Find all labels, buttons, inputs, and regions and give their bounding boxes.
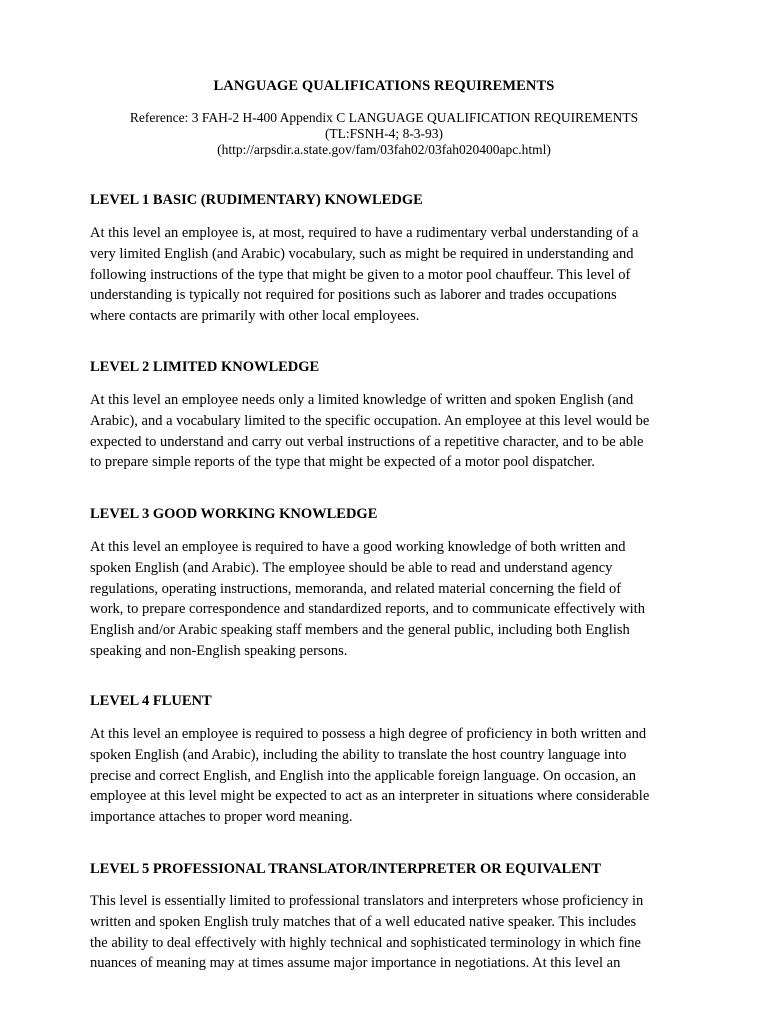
paragraph-line: to prepare simple reports of the type that might be expected of a motor pool dispatcher. xyxy=(90,454,595,471)
reference-block xyxy=(0,110,768,158)
section-heading-level-4: LEVEL 4 FLUENT xyxy=(90,693,212,709)
paragraph-line: work, to prepare correspondence and standardized reports, and to communicate effectively with xyxy=(90,601,645,618)
paragraph-line: spoken English (and Arabic), including the ability to translate the host country language into xyxy=(90,746,627,763)
section-paragraph-level-3 xyxy=(90,537,690,662)
section-paragraph-level-2 xyxy=(90,390,690,473)
reference-line: Reference: 3 FAH-2 H-400 Appendix C LANGUAGE QUALIFICATION REQUIREMENTS xyxy=(129,110,639,125)
paragraph-line: English and/or Arabic speaking staff members and the general public, including both English xyxy=(90,622,630,639)
paragraph-line: nuances of meaning may at times assume major importance in negotiations. At this level an xyxy=(90,955,621,972)
paragraph-line: spoken English (and Arabic). The employee should be able to read and understand agency xyxy=(90,559,613,576)
paragraph-line: the ability to deal effectively with highly technical and sophisticated terminology in which fine xyxy=(90,934,641,951)
paragraph-line: following instructions of the type that might be given to a motor pool chauffeur. This level of xyxy=(90,266,631,283)
paragraph-line: understanding is typically not required for positions such as laborer and trades occupations xyxy=(90,287,617,304)
paragraph-line: very limited English (and Arabic) vocabulary, such as might be required in understanding and xyxy=(90,245,634,262)
paragraph-line: written and spoken English truly matches that of a well educated native speaker. This includes xyxy=(90,913,637,930)
section-heading-level-1: LEVEL 1 BASIC (RUDIMENTARY) KNOWLEDGE xyxy=(90,192,423,208)
paragraph-line: employee at this level might be expected to act as an interpreter in situations where considerable xyxy=(90,788,650,805)
paragraph-line: where contacts are primarily with other local employees. xyxy=(90,308,420,325)
paragraph-line: At this level an employee needs only a limited knowledge of written and spoken English (and xyxy=(90,392,634,408)
paragraph-line: expected to understand and carry out verbal instructions of a repetitive character, and to be able xyxy=(90,433,644,450)
section-heading-level-3: LEVEL 3 GOOD WORKING KNOWLEDGE xyxy=(90,506,378,522)
section-paragraph-level-4 xyxy=(90,724,690,828)
paragraph-line: precise and correct English, and English into the applicable foreign language. On occasion, an xyxy=(90,767,636,784)
reference-line: (TL:FSNH-4; 8-3-93) xyxy=(324,126,444,141)
section-paragraph-level-1 xyxy=(90,223,690,327)
reference-url: (http://arpsdir.a.state.gov/fam/03fah02/03fah020400apc.html) xyxy=(217,142,551,157)
paragraph-line: importance attaches to proper word meaning. xyxy=(90,809,353,826)
section-paragraph-level-5 xyxy=(90,891,690,974)
paragraph-line: This level is essentially limited to professional translators and interpreters whose proficiency in xyxy=(90,893,644,909)
paragraph-line: speaking and non-English speaking persons. xyxy=(90,642,348,659)
paragraph-line: regulations, operating instructions, memoranda, and related material concerning the field of xyxy=(90,580,622,597)
section-heading-level-2: LEVEL 2 LIMITED KNOWLEDGE xyxy=(90,359,320,375)
paragraph-line: At this level an employee is required to have a good working knowledge of both written and xyxy=(90,539,626,555)
paragraph-line: At this level an employee is required to possess a high degree of proficiency in both written and xyxy=(90,726,647,742)
paragraph-line: Arabic), and a vocabulary limited to the specific occupation. An employee at this level would be xyxy=(90,412,650,429)
document-title: LANGUAGE QUALIFICATIONS REQUIREMENTS xyxy=(213,78,555,94)
paragraph-line: At this level an employee is, at most, required to have a rudimentary verbal understanding of a xyxy=(90,225,639,241)
section-heading-level-5: LEVEL 5 PROFESSIONAL TRANSLATOR/INTERPRETER OR EQUIVALENT xyxy=(90,861,601,877)
